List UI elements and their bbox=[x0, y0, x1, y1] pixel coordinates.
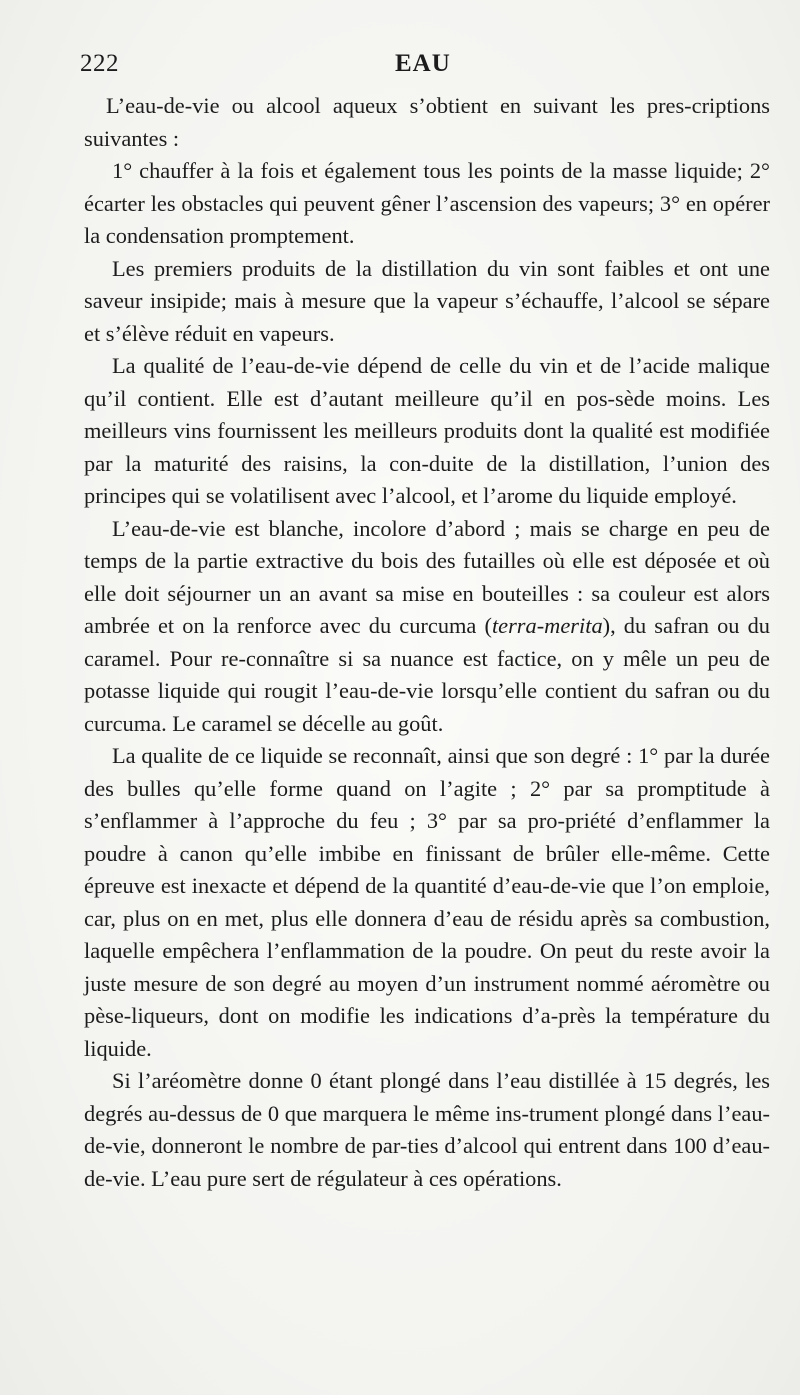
paragraph-steps: 1° chauffer à la fois et également tous les points de la masse liquide; 2° écarter les obstacles qui peuvent gêner l’ascension des vapeurs; 3° en opérer la condensation promptement. bbox=[84, 158, 770, 248]
paragraph-degree: La qualite de ce liquide se reconnaît, ainsi que son degré : 1° par la durée des bulles qu’elle forme quand on l’agite ; 2° par sa promptitude à s’enflammer à l’approche du feu ; 3° par sa pro-priété d’enflammer la poudre à canon qu’elle imbibe en finissant de brûler elle-même. Cette épreuve est inexacte et dépend de la quantité d’eau-de-vie que l’on emploie, car, plus on en met, plus elle donnera d’eau de résidu après sa combustion, laquelle empêchera l’enflammation de la poudre. On peut du reste avoir la juste mesure de son degré au moyen d’un instrument nommé aéromètre ou pèse-liqueurs, dont on modifie les indications d’a-près la température du liquide. bbox=[84, 743, 770, 1061]
italic-term: terra-merita bbox=[491, 613, 603, 638]
paragraph-first-products: Les premiers produits de la distillation du vin sont faibles et ont une saveur insipide; mais à mesure que la vapeur s’échauffe, l’alcool se sépare et s’élève réduit en vapeurs. bbox=[84, 255, 770, 346]
paragraph-intro: L’eau-de-vie ou alcool aqueux s’obtient en suivant les pres-criptions suivantes : bbox=[84, 93, 770, 151]
paragraph-color: L’eau-de-vie est blanche, incolore d’abord ; mais se charge en peu de temps de la partie extractive du bois des futailles où elle est déposée et où elle doit séjourner un an avant sa mise en bouteilles : sa couleur est alors ambrée et on la renforce avec du curcuma (terra-merita), du safran ou du caramel. Pour re-connaître si sa nuance est factice, on y mêle un peu de potasse liquide qui rougit l’eau-de-vie lorsqu’elle contient du safran ou du curcuma. Le caramel se décelle au goût. bbox=[84, 515, 770, 736]
paragraph-areometer: Si l’aréomètre donne 0 étant plongé dans l’eau distillée à 15 degrés, les degrés au-dessus de 0 que marquera le même ins-trument plongé dans l’eau-de-vie, donneront le nombre de par-ties d’alcool qui entrent dans 100 d’eau-de-vie. L’eau pure sert de régulateur à ces opérations. bbox=[84, 1068, 770, 1191]
body-text bbox=[84, 90, 770, 1195]
running-head: EAU bbox=[395, 50, 451, 77]
page-header bbox=[80, 50, 780, 86]
paragraph-quality: La qualité de l’eau-de-vie dépend de celle du vin et de l’acide malique qu’il contient. Elle est d’autant meilleure qu’il en pos-sède moins. Les meilleurs vins fournissent les meilleurs produits dont la qualité est modifiée par la maturité des raisins, la con-duite de la distillation, l’union des principes qui se volatilisent avec l’alcool, et l’arome du liquide employé. bbox=[84, 353, 770, 508]
page-number: 222 bbox=[80, 50, 119, 77]
